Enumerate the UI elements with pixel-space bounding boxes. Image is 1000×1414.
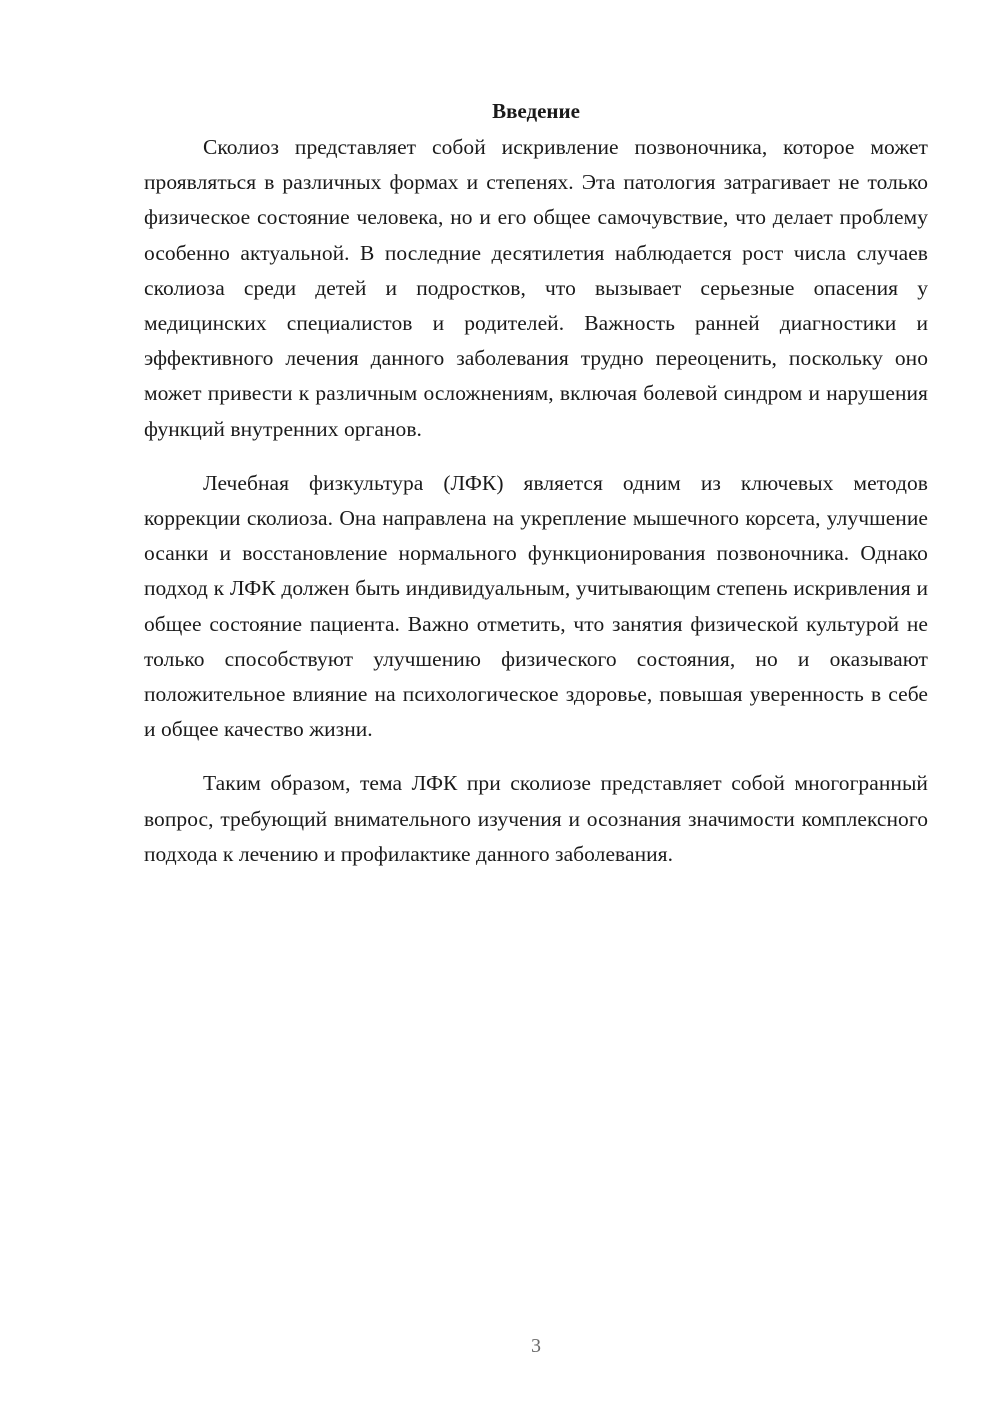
paragraph-conclusion: Таким образом, тема ЛФК при сколиозе представляет собой многогранный вопрос, требующий внимательного изучения и осознания значимости комплексного подхода к лечению и профилактике данного заболевания. [144, 771, 928, 866]
page-title: Введение [492, 99, 580, 123]
paragraph-intro: Сколиоз представляет собой искривление позвоночника, которое может проявляться в различных формах и степенях. Эта патология затрагивает не только физическое состояние человека, но и его общее самочувствие, что делает проблему особенно актуальной. В последние десятилетия наблюдается рост числа случаев сколиоза среди детей и подростков, что вызывает серьезные опасения у медицинских специалистов и родителей. Важность ранней диагностики и эффективного лечения данного заболевания трудно переоценить, поскольку оно может привести к различным осложнениям, включая болевой синдром и нарушения функций внутренних органов. [144, 135, 928, 441]
page-number: 3 [531, 1335, 541, 1357]
paragraph-lfk: Лечебная физкультура (ЛФК) является одним из ключевых методов коррекции сколиоза. Она направлена на укрепление мышечного корсета, улучшение осанки и восстановление нормального функционирования позвоночника. Однако подход к ЛФК должен быть индивидуальным, учитывающим степень искривления и общее состояние пациента. Важно отметить, что занятия физической культурой не только способствуют улучшению физического состояния, но и оказывают положительное влияние на психологическое здоровье, повышая уверенность в себе и общее качество жизни. [144, 470, 928, 742]
page-body [144, 96, 928, 891]
